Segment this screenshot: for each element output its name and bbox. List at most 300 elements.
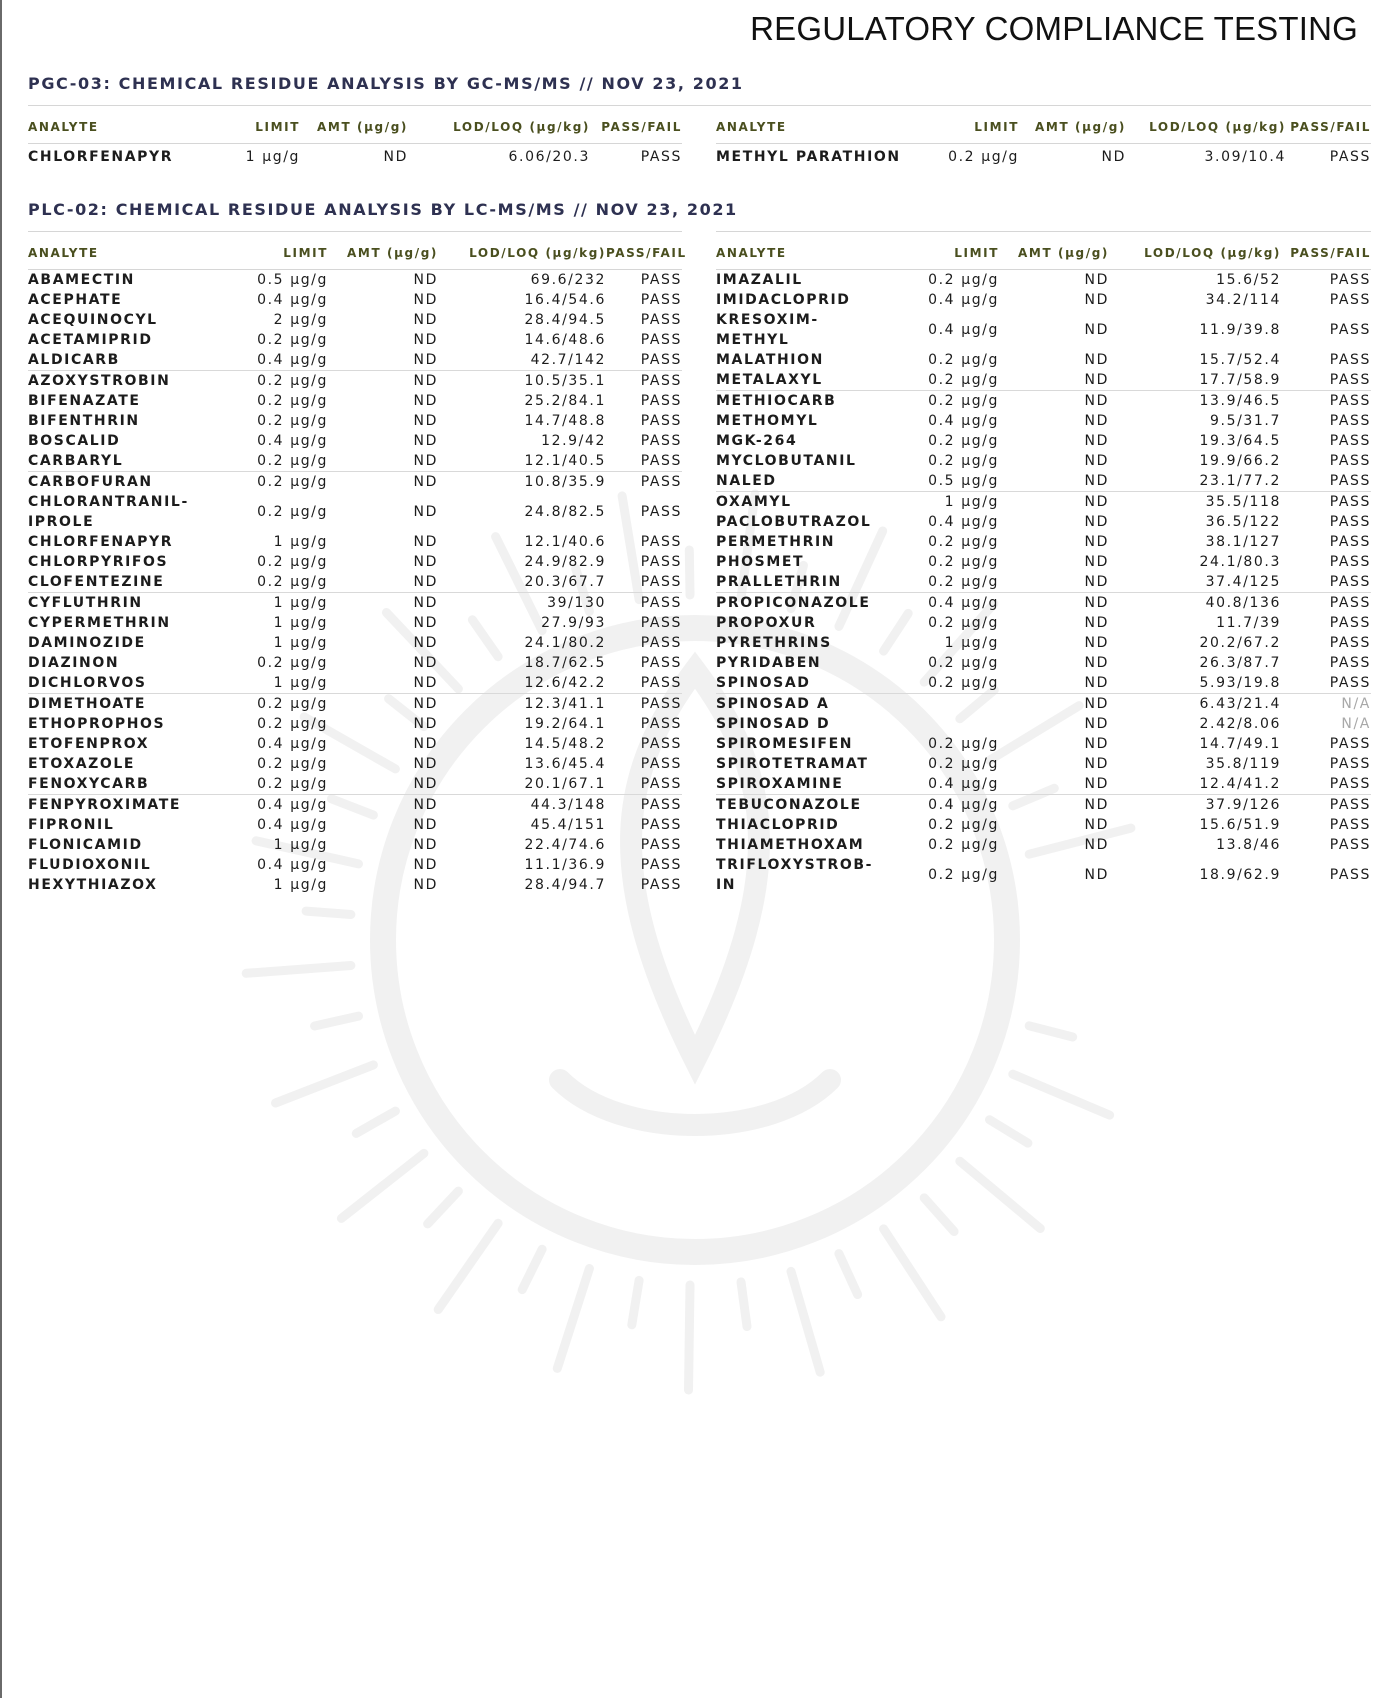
limit-value: 0.4 μg/g <box>928 776 999 792</box>
lod-loq-value: 69.6/232 <box>530 272 606 288</box>
analyte-name: OXAMYL <box>716 492 886 513</box>
pass-fail-status: PASS <box>1281 391 1371 412</box>
col-amt: AMT (μg/g) <box>300 110 408 144</box>
pass-fail-status: PASS <box>640 554 682 570</box>
analyte-name: FLUDIOXONIL <box>28 857 152 873</box>
limit-value: 0.5 μg/g <box>257 272 328 288</box>
lod-loq-value: 22.4/74.6 <box>524 837 606 853</box>
lc-left-table <box>28 236 687 895</box>
pass-fail-status: PASS <box>640 413 682 429</box>
amount-value: ND <box>1084 635 1109 651</box>
analyte-name: PYRIDABEN <box>716 655 822 671</box>
analyte-name: CYPERMETHRIN <box>28 615 171 631</box>
amount-value: ND <box>1084 473 1109 489</box>
pass-fail-status: PASS <box>1329 272 1371 288</box>
limit-value: 0.2 μg/g <box>928 675 999 691</box>
amount-value: ND <box>413 857 438 873</box>
pass-fail-status: PASS <box>640 655 682 671</box>
table-row <box>716 411 1371 431</box>
amount-value: ND <box>413 675 438 691</box>
amount-value: ND <box>413 413 438 429</box>
limit-value: 0.2 μg/g <box>928 615 999 631</box>
amount-value: ND <box>1084 675 1109 691</box>
amount-value: ND <box>413 352 438 368</box>
analyte-name: CHLORPYRIFOS <box>28 554 169 570</box>
analyte-name: CHLORFENAPYR <box>28 149 174 165</box>
limit-value: 0.4 μg/g <box>257 736 328 752</box>
lod-loq-value: 14.7/48.8 <box>524 413 606 429</box>
table-row <box>716 471 1371 492</box>
lod-loq-value: 15.7/52.4 <box>1199 352 1281 368</box>
analyte-name: DICHLORVOS <box>28 675 147 691</box>
analyte-name: METHIOCARB <box>716 391 886 412</box>
table-row <box>716 835 1371 855</box>
analyte-name: IMAZALIL <box>716 272 803 288</box>
limit-value: 1 μg/g <box>273 837 328 853</box>
amount-value: ND <box>999 795 1109 816</box>
table-row <box>28 734 682 754</box>
pass-fail-status: PASS <box>1329 574 1371 590</box>
pass-fail-status: PASS <box>640 857 682 873</box>
lod-loq-value: 35.8/119 <box>1205 756 1281 772</box>
pass-fail-status: PASS <box>1329 292 1371 308</box>
analyte-name: SPINOSAD A <box>716 694 886 715</box>
limit-value: 0.2 μg/g <box>928 453 999 469</box>
pass-fail-status: PASS <box>1329 776 1371 792</box>
amount-value: ND <box>1084 272 1109 288</box>
lod-loq-value: 34.2/114 <box>1205 292 1281 308</box>
amount-value: ND <box>413 554 438 570</box>
lc-title-rule-left <box>28 231 682 232</box>
lc-title-rule-right <box>716 231 1371 232</box>
amount-value: ND <box>413 615 438 631</box>
pass-fail-status: PASS <box>606 472 682 493</box>
pass-fail-status: PASS <box>640 149 682 165</box>
pass-fail-status: PASS <box>640 453 682 469</box>
pass-fail-status: PASS <box>1329 453 1371 469</box>
col-amt: AMT (μg/g) <box>1019 110 1126 144</box>
pass-fail-status: PASS <box>640 312 682 328</box>
table-row <box>716 795 1371 816</box>
limit-value: 1 μg/g <box>886 492 999 513</box>
pass-fail-status: PASS <box>1329 473 1371 489</box>
lod-loq-value: 6.06/20.3 <box>508 149 590 165</box>
analyte-name: FENPYROXIMATE <box>28 795 208 816</box>
amount-value: ND <box>1084 817 1109 833</box>
lod-loq-value: 15.6/52 <box>1216 272 1281 288</box>
amount-value: ND <box>413 635 438 651</box>
table-row <box>28 144 682 171</box>
table-row <box>28 330 682 350</box>
table-row <box>28 694 682 715</box>
pass-fail-status: PASS <box>640 504 682 520</box>
limit-value: 0.2 μg/g <box>928 554 999 570</box>
lod-loq-value: 13.6/45.4 <box>524 756 606 772</box>
limit-value: 0.2 μg/g <box>257 756 328 772</box>
gc-right-table <box>716 110 1371 170</box>
table-row <box>716 512 1371 532</box>
lod-loq-value: 25.2/84.1 <box>524 393 606 409</box>
amount-value: ND <box>413 756 438 772</box>
table-row <box>716 270 1371 291</box>
pass-fail-status: PASS <box>640 332 682 348</box>
lod-loq-value: 12.1/40.5 <box>524 453 606 469</box>
lod-loq-value: 20.3/67.7 <box>524 574 606 590</box>
amount-value: ND <box>413 433 438 449</box>
limit-value: 0.2 μg/g <box>928 655 999 671</box>
analyte-name: DIAZINON <box>28 655 120 671</box>
pass-fail-status: PASS <box>640 817 682 833</box>
analyte-name: KRESOXIM-METHYL <box>716 312 819 348</box>
analyte-name: PHOSMET <box>716 554 805 570</box>
analyte-name: ACEPHATE <box>28 292 123 308</box>
table-row <box>28 290 682 310</box>
limit-value: 0.2 μg/g <box>948 149 1019 165</box>
table-row <box>716 370 1371 391</box>
limit-value: 0.4 μg/g <box>257 433 328 449</box>
col-lodloq: LOD/LOQ (μg/kg) <box>1126 110 1286 144</box>
col-lodloq: LOD/LOQ (μg/kg) <box>438 236 606 270</box>
table-row <box>28 613 682 633</box>
amount-value: ND <box>328 795 438 816</box>
analyte-name: FLONICAMID <box>28 837 143 853</box>
analyte-name: SPIROTETRAMAT <box>716 756 869 772</box>
amount-value: ND <box>1084 433 1109 449</box>
lod-loq-value: 10.8/35.9 <box>438 472 606 493</box>
table-row <box>716 673 1371 694</box>
table-row <box>28 411 682 431</box>
analyte-name: THIACLOPRID <box>716 817 840 833</box>
analyte-name: TRIFLOXYSTROB-IN <box>716 857 874 893</box>
limit-value: 1 μg/g <box>273 675 328 691</box>
amount-value: ND <box>413 837 438 853</box>
lod-loq-value: 10.5/35.1 <box>438 371 606 392</box>
pass-fail-status: PASS <box>640 635 682 651</box>
lod-loq-value: 24.8/82.5 <box>524 504 606 520</box>
lod-loq-value: 42.7/142 <box>530 352 606 368</box>
amount-value: ND <box>413 877 438 893</box>
table-row <box>716 593 1371 614</box>
analyte-name: MGK-264 <box>716 433 798 449</box>
analyte-name: NALED <box>716 473 777 489</box>
analyte-name: PRALLETHRIN <box>716 574 842 590</box>
analyte-name: ABAMECTIN <box>28 272 135 288</box>
table-row <box>28 310 682 330</box>
analyte-name: PROPICONAZOLE <box>716 593 886 614</box>
lod-loq-value: 17.7/58.9 <box>1199 372 1281 388</box>
amount-value: ND <box>1084 655 1109 671</box>
table-row <box>716 613 1371 633</box>
limit-value: 0.4 μg/g <box>886 593 999 614</box>
pass-fail-status: PASS <box>640 776 682 792</box>
analyte-name: SPINOSAD D <box>716 716 831 732</box>
limit-value: 0.2 μg/g <box>257 554 328 570</box>
analyte-name: ACETAMIPRID <box>28 332 153 348</box>
col-passfail: PASS/FAIL <box>1281 236 1371 270</box>
amount-value: ND <box>1084 322 1109 338</box>
table-row <box>716 290 1371 310</box>
limit-value: 0.2 μg/g <box>257 776 328 792</box>
table-row <box>28 572 682 593</box>
lod-loq-value: 18.7/62.5 <box>524 655 606 671</box>
table-row <box>28 552 682 572</box>
analyte-name: CHLORANTRANIL-IPROLE <box>28 494 189 530</box>
pass-fail-status: PASS <box>1329 372 1371 388</box>
limit-value: 0.2 μg/g <box>208 472 328 493</box>
table-row <box>28 472 682 493</box>
limit-value: 0.2 μg/g <box>928 837 999 853</box>
pass-fail-status: PASS <box>1329 149 1371 165</box>
table-row <box>28 673 682 694</box>
pass-fail-status: PASS <box>1329 736 1371 752</box>
pass-fail-status: PASS <box>640 877 682 893</box>
pass-fail-status: PASS <box>640 393 682 409</box>
pass-fail-status: PASS <box>1281 795 1371 816</box>
limit-value: 0.2 μg/g <box>208 371 328 392</box>
lod-loq-value: 20.1/67.1 <box>524 776 606 792</box>
col-analyte: ANALYTE <box>28 110 198 144</box>
analyte-name: PYRETHRINS <box>716 635 832 651</box>
lod-loq-value: 14.6/48.6 <box>524 332 606 348</box>
amount-value: ND <box>413 453 438 469</box>
col-analyte: ANALYTE <box>28 236 208 270</box>
amount-value: ND <box>1084 716 1109 732</box>
limit-value: 1 μg/g <box>944 635 999 651</box>
amount-value: ND <box>1084 756 1109 772</box>
pass-fail-status: PASS <box>640 615 682 631</box>
lod-loq-value: 24.1/80.2 <box>524 635 606 651</box>
lod-loq-value: 44.3/148 <box>438 795 606 816</box>
lod-loq-value: 26.3/87.7 <box>1199 655 1281 671</box>
limit-value: 0.2 μg/g <box>928 817 999 833</box>
col-lodloq: LOD/LOQ (μg/kg) <box>408 110 590 144</box>
limit-value: 0.2 μg/g <box>928 574 999 590</box>
amount-value: ND <box>413 332 438 348</box>
table-row <box>28 633 682 653</box>
lc-right-table <box>716 236 1371 895</box>
gc-title-rule <box>28 105 1371 106</box>
pass-fail-status: PASS <box>606 694 682 715</box>
pass-fail-status: PASS <box>1281 492 1371 513</box>
lod-loq-value: 9.5/31.7 <box>1210 413 1281 429</box>
amount-value: ND <box>1084 837 1109 853</box>
lod-loq-value: 20.2/67.2 <box>1199 635 1281 651</box>
pass-fail-status: PASS <box>1329 817 1371 833</box>
table-row <box>28 875 682 895</box>
analyte-name: METHOMYL <box>716 413 819 429</box>
limit-value: 0.2 μg/g <box>257 413 328 429</box>
analyte-name: ETOXAZOLE <box>28 756 136 772</box>
limit-value: 0.2 μg/g <box>257 453 328 469</box>
pass-fail-status: PASS <box>640 837 682 853</box>
table-row <box>28 532 682 552</box>
amount-value: ND <box>413 393 438 409</box>
analyte-name: METALAXYL <box>716 372 823 388</box>
amount-value: ND <box>1084 554 1109 570</box>
pass-fail-status: PASS <box>1329 352 1371 368</box>
lod-loq-value: 11.7/39 <box>1216 615 1281 631</box>
limit-value: 0.2 μg/g <box>928 867 999 883</box>
amount-value: ND <box>413 655 438 671</box>
amount-value: ND <box>1084 534 1109 550</box>
table-row <box>716 572 1371 593</box>
table-row <box>716 451 1371 471</box>
lod-loq-value: 35.5/118 <box>1109 492 1281 513</box>
lod-loq-value: 15.6/51.9 <box>1199 817 1281 833</box>
amount-value: ND <box>413 736 438 752</box>
amount-value: ND <box>1084 615 1109 631</box>
col-amt: AMT (μg/g) <box>999 236 1109 270</box>
amount-value: ND <box>1084 352 1109 368</box>
limit-value: 0.4 μg/g <box>208 795 328 816</box>
limit-value: 0.2 μg/g <box>928 352 999 368</box>
amount-value: ND <box>328 694 438 715</box>
gc-left-table <box>28 110 682 170</box>
limit-value: 1 μg/g <box>273 635 328 651</box>
limit-value: 0.4 μg/g <box>257 817 328 833</box>
amount-value: ND <box>1084 514 1109 530</box>
lod-loq-value: 14.7/49.1 <box>1199 736 1281 752</box>
analyte-name: METHYL PARATHION <box>716 149 901 165</box>
amount-value: ND <box>328 593 438 614</box>
lod-loq-value: 28.4/94.7 <box>524 877 606 893</box>
analyte-name: ALDICARB <box>28 352 120 368</box>
limit-value: 0.2 μg/g <box>928 756 999 772</box>
table-row <box>716 694 1371 715</box>
analyte-name: SPINOSAD <box>716 675 811 691</box>
analyte-name: ACEQUINOCYL <box>28 312 158 328</box>
table-row <box>28 653 682 673</box>
analyte-name: MALATHION <box>716 352 824 368</box>
lod-loq-value: 24.1/80.3 <box>1199 554 1281 570</box>
pass-fail-status: PASS <box>640 352 682 368</box>
lod-loq-value: 28.4/94.5 <box>524 312 606 328</box>
table-row <box>716 815 1371 835</box>
analyte-name: DIMETHOATE <box>28 694 208 715</box>
lod-loq-value: 23.1/77.2 <box>1199 473 1281 489</box>
limit-value: 1 μg/g <box>245 149 300 165</box>
limit-value: 1 μg/g <box>273 534 328 550</box>
lod-loq-value: 27.9/93 <box>541 615 606 631</box>
analyte-name: BIFENAZATE <box>28 393 141 409</box>
amount-value: ND <box>999 593 1109 614</box>
table-row <box>716 431 1371 451</box>
col-analyte: ANALYTE <box>716 110 906 144</box>
limit-value: 0.2 μg/g <box>257 574 328 590</box>
lod-loq-value: 16.4/54.6 <box>524 292 606 308</box>
limit-value: 0.4 μg/g <box>928 514 999 530</box>
pass-fail-status: PASS <box>1329 756 1371 772</box>
pass-fail-status: PASS <box>1329 534 1371 550</box>
amount-value: ND <box>1084 574 1109 590</box>
analyte-name: FIPRONIL <box>28 817 115 833</box>
table-row <box>716 633 1371 653</box>
report-title: REGULATORY COMPLIANCE TESTING <box>750 10 1358 47</box>
lod-loq-value: 12.9/42 <box>541 433 606 449</box>
table-row <box>716 532 1371 552</box>
amount-value: ND <box>1084 867 1109 883</box>
lod-loq-value: 12.1/40.6 <box>524 534 606 550</box>
pass-fail-status: PASS <box>1329 514 1371 530</box>
limit-value: 0.2 μg/g <box>257 504 328 520</box>
table-row <box>716 350 1371 370</box>
table-row <box>28 774 682 795</box>
table-row <box>716 492 1371 513</box>
analyte-name: DAMINOZIDE <box>28 635 146 651</box>
amount-value: ND <box>999 492 1109 513</box>
col-passfail: PASS/FAIL <box>590 110 682 144</box>
page-border <box>0 0 2 1698</box>
pass-fail-status: PASS <box>606 593 682 614</box>
analyte-name: IMIDACLOPRID <box>716 292 851 308</box>
lod-loq-value: 19.9/66.2 <box>1199 453 1281 469</box>
amount-value: ND <box>1084 372 1109 388</box>
limit-value <box>886 714 999 734</box>
pass-fail-status: PASS <box>1329 867 1371 883</box>
limit-value: 0.4 μg/g <box>928 292 999 308</box>
lod-loq-value: 2.42/8.06 <box>1199 716 1281 732</box>
analyte-name: HEXYTHIAZOX <box>28 877 158 893</box>
table-row <box>28 795 682 816</box>
limit-value: 0.2 μg/g <box>257 655 328 671</box>
lod-loq-value: 24.9/82.9 <box>524 554 606 570</box>
lod-loq-value: 19.2/64.1 <box>524 716 606 732</box>
analyte-name: SPIROMESIFEN <box>716 736 854 752</box>
lod-loq-value: 13.9/46.5 <box>1109 391 1281 412</box>
pass-fail-status: PASS <box>640 534 682 550</box>
lod-loq-value: 11.9/39.8 <box>1199 322 1281 338</box>
table-row <box>28 431 682 451</box>
lod-loq-value: 3.09/10.4 <box>1204 149 1286 165</box>
analyte-name: CYFLUTHRIN <box>28 593 208 614</box>
limit-value: 1 μg/g <box>273 877 328 893</box>
table-row <box>28 451 682 472</box>
amount-value: ND <box>999 391 1109 412</box>
table-row <box>28 714 682 734</box>
amount-value: ND <box>383 149 408 165</box>
analyte-name: THIAMETHOXAM <box>716 837 865 853</box>
pass-fail-status: PASS <box>1329 655 1371 671</box>
amount-value: ND <box>413 776 438 792</box>
pass-fail-status: PASS <box>640 716 682 732</box>
analyte-name: ETHOPROPHOS <box>28 716 166 732</box>
analyte-name: AZOXYSTROBIN <box>28 371 208 392</box>
col-passfail: PASS/FAIL <box>1286 110 1371 144</box>
amount-value: ND <box>328 472 438 493</box>
limit-value: 0.4 μg/g <box>257 292 328 308</box>
col-limit: LIMIT <box>906 110 1019 144</box>
pass-fail-status: PASS <box>1329 433 1371 449</box>
table-row <box>716 774 1371 795</box>
lod-loq-value: 37.4/125 <box>1205 574 1281 590</box>
limit-value: 0.2 μg/g <box>208 694 328 715</box>
limit-value <box>886 694 999 715</box>
limit-value: 0.4 μg/g <box>257 857 328 873</box>
limit-value: 1 μg/g <box>273 615 328 631</box>
pass-fail-status: PASS <box>640 736 682 752</box>
lod-loq-value: 37.9/126 <box>1109 795 1281 816</box>
pass-fail-status: PASS <box>1329 615 1371 631</box>
limit-value: 0.5 μg/g <box>928 473 999 489</box>
lod-loq-value: 12.3/41.1 <box>438 694 606 715</box>
amount-value: ND <box>413 716 438 732</box>
limit-value: 0.2 μg/g <box>886 391 999 412</box>
analyte-name: BOSCALID <box>28 433 121 449</box>
table-row <box>28 391 682 411</box>
pass-fail-status: N/A <box>1281 694 1371 715</box>
pass-fail-status: PASS <box>1329 413 1371 429</box>
analyte-name: CARBARYL <box>28 453 124 469</box>
